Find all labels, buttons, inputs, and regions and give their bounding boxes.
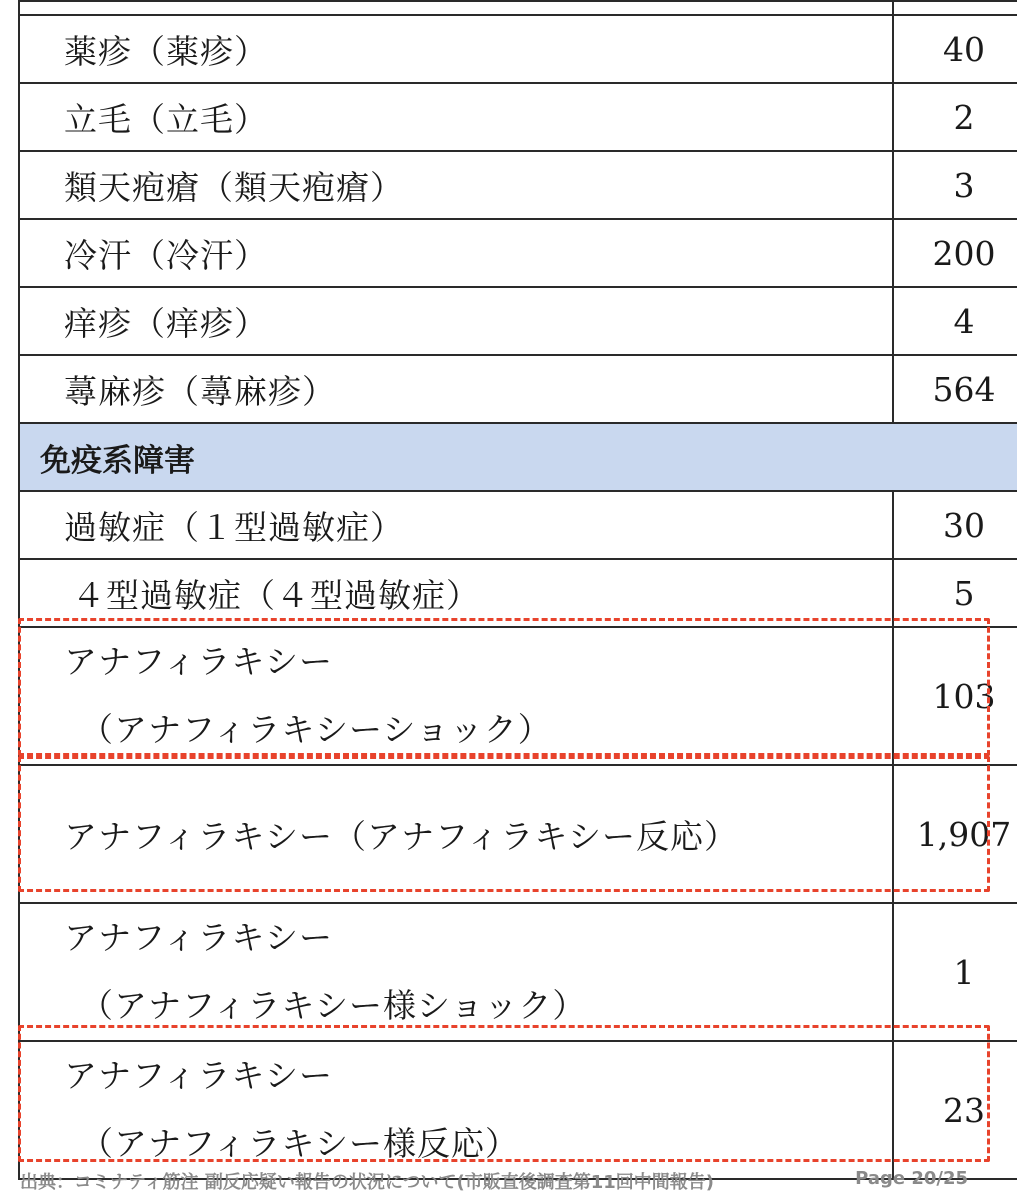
- reaction-count: 40: [893, 15, 1017, 83]
- reaction-name: [19, 903, 893, 1041]
- reaction-name: 過敏症（１型過敏症）: [19, 491, 893, 559]
- page-footer: [20, 1168, 980, 1194]
- table-row-anaphylactoid-reaction: [19, 1041, 1017, 1179]
- reaction-name: 冷汗（冷汗）: [19, 219, 893, 287]
- reaction-name-line1: アナフィラキシー: [64, 918, 334, 957]
- category-label: 免疫系障害: [19, 423, 1017, 491]
- reaction-count: 1: [893, 903, 1017, 1041]
- reaction-name: 立毛（立毛）: [19, 83, 893, 151]
- reaction-count: 3: [893, 151, 1017, 219]
- reaction-name: 蕁麻疹（蕁麻疹）: [19, 355, 893, 423]
- reaction-name: ４型過敏症（４型過敏症）: [19, 559, 893, 627]
- table-row: [19, 219, 1017, 287]
- adverse-reaction-table-sheet: [18, 0, 1012, 1163]
- table-row-anaphylaxis-reaction: [19, 765, 1017, 903]
- reaction-name-line1: アナフィラキシー: [64, 1056, 334, 1095]
- reaction-name: 類天疱瘡（類天疱瘡）: [19, 151, 893, 219]
- reaction-count: 4: [893, 287, 1017, 355]
- table-row: [19, 559, 1017, 627]
- reaction-name-line1: アナフィラキシー: [64, 642, 334, 681]
- reaction-name: 薬疹（薬疹）: [19, 15, 893, 83]
- reaction-count: 103: [893, 627, 1017, 765]
- reaction-count: 564: [893, 355, 1017, 423]
- reaction-name: 痒疹（痒疹）: [19, 287, 893, 355]
- reaction-name: [19, 627, 893, 765]
- adverse-reaction-table: [18, 0, 1017, 1180]
- table-row: [19, 15, 1017, 83]
- category-row: [19, 423, 1017, 491]
- reaction-count: 2: [893, 83, 1017, 151]
- reaction-name-line2: （アナフィラキシー様反応）: [80, 1124, 520, 1163]
- page-number: Page 20/25: [855, 1168, 968, 1189]
- reaction-name: アナフィラキシー（アナフィラキシー反応）: [19, 765, 893, 903]
- table-row-anaphylactoid-shock: [19, 903, 1017, 1041]
- reaction-count: 23: [893, 1041, 1017, 1179]
- table-row-anaphylaxis-shock: [19, 627, 1017, 765]
- cell-empty: [893, 1, 1017, 15]
- table-row-top-edge: [19, 1, 1017, 15]
- reaction-name-line2: （アナフィラキシーショック）: [80, 710, 552, 749]
- reaction-count: 5: [893, 559, 1017, 627]
- table-row: [19, 83, 1017, 151]
- reaction-count: 200: [893, 219, 1017, 287]
- source-citation: 出典：コミナティ筋注 副反応疑い報告の状況について(市販直後調査第11回中間報告): [20, 1172, 714, 1193]
- table-row: [19, 355, 1017, 423]
- table-row: [19, 287, 1017, 355]
- reaction-name-line2: （アナフィラキシー様ショック）: [80, 986, 587, 1025]
- reaction-name: [19, 1041, 893, 1179]
- cell-empty: [19, 1, 893, 15]
- table-row: [19, 151, 1017, 219]
- table-row: [19, 491, 1017, 559]
- reaction-count: 1,907: [893, 765, 1017, 903]
- reaction-count: 30: [893, 491, 1017, 559]
